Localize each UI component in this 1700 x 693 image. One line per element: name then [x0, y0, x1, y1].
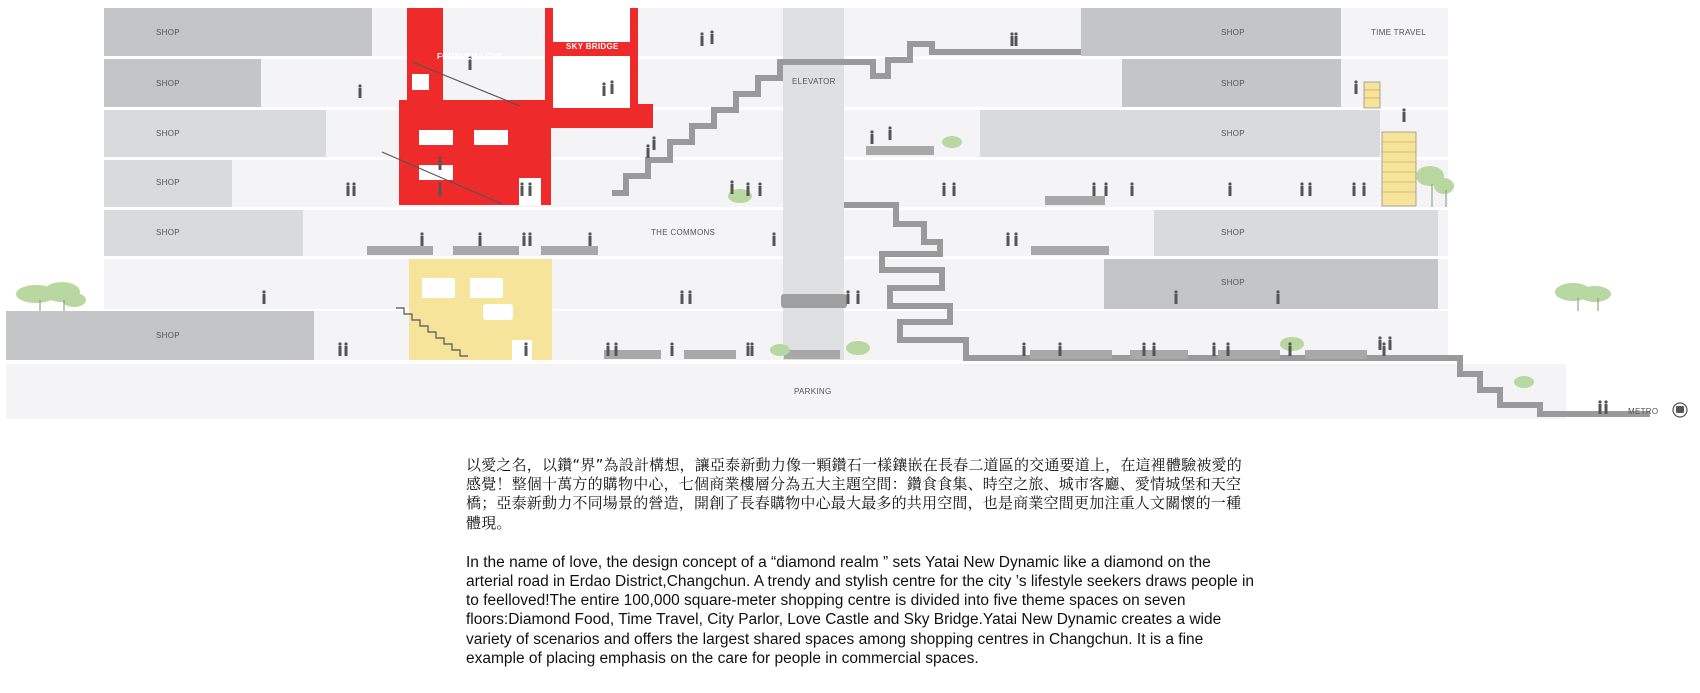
person-figure	[731, 184, 734, 194]
person-figure	[1309, 186, 1312, 196]
person-figure	[1403, 112, 1406, 122]
person-figure	[1143, 346, 1146, 356]
person-figure	[439, 160, 442, 170]
sky-bridge-label: SKY BRIDGE	[566, 42, 619, 51]
person-figure	[262, 290, 265, 293]
person-figure	[747, 186, 750, 196]
shop-label: SHOP	[156, 331, 180, 340]
person-figure	[653, 140, 656, 150]
person-figure	[1092, 182, 1095, 185]
person-figure	[681, 294, 684, 304]
person-figure	[1389, 340, 1392, 350]
person-figure	[1289, 346, 1292, 356]
person-figure	[1015, 36, 1018, 46]
person-figure	[670, 342, 673, 345]
person-figure	[1142, 342, 1145, 345]
person-figure	[1301, 186, 1304, 196]
shop-block	[1154, 210, 1438, 256]
forever-love-label: FOREVER LOVE	[437, 52, 504, 61]
person-figure	[1014, 232, 1017, 235]
person-figure	[524, 342, 527, 345]
person-figure	[438, 182, 441, 185]
shop-block	[104, 59, 261, 107]
person-figure	[1010, 32, 1013, 35]
person-figure	[263, 294, 266, 304]
person-figure	[1226, 342, 1229, 345]
person-figure	[529, 236, 532, 246]
diamond-food-block	[409, 259, 552, 360]
person-figure	[1599, 404, 1602, 414]
person-figure	[479, 236, 482, 246]
person-figure	[1353, 186, 1356, 196]
person-figure	[750, 342, 753, 345]
person-figure	[888, 126, 891, 129]
person-figure	[1022, 342, 1025, 345]
person-figure	[1276, 290, 1279, 293]
person-figure	[352, 182, 355, 185]
person-figure	[711, 34, 714, 44]
person-figure	[1213, 346, 1216, 356]
person-figure	[614, 342, 617, 345]
person-figure	[439, 186, 442, 196]
person-figure	[359, 88, 362, 98]
person-figure	[747, 346, 750, 356]
person-figure	[759, 186, 762, 196]
person-figure	[522, 232, 525, 235]
person-figure	[525, 346, 528, 356]
shop-label: SHOP	[1221, 129, 1245, 138]
parking-label: PARKING	[794, 387, 832, 396]
person-figure	[730, 180, 733, 183]
person-figure	[1152, 342, 1155, 345]
person-figure	[943, 186, 946, 196]
person-figure	[344, 342, 347, 345]
person-figure	[1058, 342, 1061, 345]
person-figure	[1388, 336, 1391, 339]
person-figure	[438, 156, 441, 159]
person-figure	[953, 186, 956, 196]
elevator-label: ELEVATOR	[792, 77, 836, 86]
person-figure	[521, 186, 524, 196]
person-figure	[1175, 294, 1178, 304]
person-figure	[1598, 400, 1601, 403]
shop-block	[104, 210, 303, 256]
shop-label: SHOP	[156, 28, 180, 37]
shop-block	[1081, 8, 1341, 56]
person-figure	[588, 232, 591, 235]
person-figure	[1006, 232, 1009, 235]
shop-label: SHOP	[1221, 278, 1245, 287]
person-figure	[1383, 346, 1386, 356]
shop-label: SHOP	[156, 178, 180, 187]
person-figure	[857, 294, 860, 304]
person-figure	[610, 80, 613, 83]
person-figure	[607, 346, 610, 356]
shop-label: SHOP	[1221, 79, 1245, 88]
person-figure	[1059, 346, 1062, 356]
person-figure	[1131, 186, 1134, 196]
shop-block	[980, 110, 1380, 157]
person-figure	[1308, 182, 1311, 185]
person-figure	[1011, 36, 1014, 46]
person-figure	[671, 346, 674, 356]
person-figure	[420, 232, 423, 235]
person-figure	[1402, 108, 1405, 111]
person-figure	[751, 346, 754, 356]
person-figure	[1277, 294, 1280, 304]
person-figure	[589, 236, 592, 246]
person-figure	[688, 290, 691, 293]
shop-block	[1104, 259, 1438, 309]
person-figure	[1212, 342, 1215, 345]
person-figure	[1229, 186, 1232, 196]
floor-4	[104, 160, 1448, 207]
person-figure	[520, 182, 523, 185]
person-figure	[529, 186, 532, 196]
person-figure	[346, 182, 349, 185]
person-figure	[1105, 186, 1108, 196]
person-figure	[746, 182, 749, 185]
person-figure	[647, 148, 650, 158]
person-figure	[1227, 346, 1230, 356]
person-figure	[856, 290, 859, 293]
commons-label: THE COMMONS	[651, 228, 716, 237]
person-figure	[353, 186, 356, 196]
metro-icon	[1673, 403, 1687, 417]
time-travel-label: TIME TRAVEL	[1371, 28, 1427, 37]
parking-level	[6, 364, 1566, 419]
person-figure	[1288, 342, 1291, 345]
metro-label: METRO	[1628, 407, 1659, 416]
person-figure	[646, 144, 649, 147]
person-figure	[1354, 80, 1357, 83]
shop-label: SHOP	[156, 228, 180, 237]
shop-label: SHOP	[156, 79, 180, 88]
person-figure	[1362, 182, 1365, 185]
person-figure	[846, 290, 849, 293]
person-figure	[603, 86, 606, 96]
person-figure	[1130, 182, 1133, 185]
person-figure	[871, 134, 874, 144]
person-figure	[523, 236, 526, 246]
person-figure	[773, 236, 776, 246]
person-figure	[615, 346, 618, 356]
description-english: In the name of love, the design concept of a “diamond realm ” sets Yatai New Dynamic like a diamond on the arterial road in Erdao District,Changchun. A trendy and stylish centre for the city ’s lifestyle seekers draws people in to feelloved!The entire 100,000 square-meter shopping centre is divided into five theme spaces on seven floors:Diamond Food, Time Travel, City Parlor, Love Castle and Sky Bridge.Yatai New Dynamic creates a wide variety of scenarios and offers the largest shared spaces among shopping centres in Changchun. It is a fine example of placing emphasis on the care for people in commercial spaces.	[466, 553, 1255, 667]
person-figure	[1007, 236, 1010, 246]
person-figure	[1023, 346, 1026, 356]
person-figure	[710, 30, 713, 33]
person-figure	[1104, 182, 1107, 185]
shop-block	[104, 110, 326, 157]
person-figure	[1174, 290, 1177, 293]
shop-block	[104, 8, 372, 56]
person-figure	[1153, 346, 1156, 356]
person-figure	[942, 182, 945, 185]
person-figure	[1014, 32, 1017, 35]
shop-label: SHOP	[1221, 228, 1245, 237]
person-figure	[952, 182, 955, 185]
person-figure	[338, 342, 341, 345]
shop-label: SHOP	[156, 129, 180, 138]
person-figure	[1093, 186, 1096, 196]
person-figure	[469, 60, 472, 70]
person-figure	[889, 130, 892, 140]
person-figure	[478, 232, 481, 235]
person-figure	[1382, 342, 1385, 345]
person-figure	[652, 136, 655, 139]
person-figure	[772, 232, 775, 235]
person-figure	[1378, 336, 1381, 339]
person-figure	[421, 236, 424, 246]
person-figure	[1300, 182, 1303, 185]
shop-label: SHOP	[1221, 28, 1245, 37]
person-figure	[1355, 84, 1358, 94]
person-figure	[1605, 404, 1608, 414]
person-figure	[1015, 236, 1018, 246]
person-figure	[606, 342, 609, 345]
person-figure	[347, 186, 350, 196]
person-figure	[602, 82, 605, 85]
person-figure	[680, 290, 683, 293]
project-description	[466, 456, 1256, 688]
person-figure	[758, 182, 761, 185]
person-figure	[1228, 182, 1231, 185]
person-figure	[870, 130, 873, 133]
person-figure	[528, 182, 531, 185]
person-figure	[345, 346, 348, 356]
person-figure	[700, 32, 703, 35]
elevator-cab	[781, 294, 847, 308]
person-figure	[701, 36, 704, 46]
description-chinese: 以愛之名，以鑽“界”為設計構想，讓亞泰新動力像一顆鑽石一樣鑲嵌在長春二道區的交通要道上，在這裡體驗被愛的感覺！整個十萬方的購物中心，七個商業樓層分為五大主題空間：鑽食食集、時空之旅、城市客廳、愛情城堡和天空橋；亞泰新動力不同場景的營造，開創了長春購物中心最大最多的共用空間，也是商業空間更加注重人文關懷的一種體現。	[466, 456, 1242, 532]
person-figure	[847, 294, 850, 304]
person-figure	[1379, 340, 1382, 350]
person-figure	[358, 84, 361, 87]
person-figure	[689, 294, 692, 304]
person-figure	[1363, 186, 1366, 196]
person-figure	[1604, 400, 1607, 403]
person-figure	[528, 232, 531, 235]
person-figure	[339, 346, 342, 356]
person-figure	[611, 84, 614, 94]
person-figure	[746, 342, 749, 345]
person-figure	[1352, 182, 1355, 185]
